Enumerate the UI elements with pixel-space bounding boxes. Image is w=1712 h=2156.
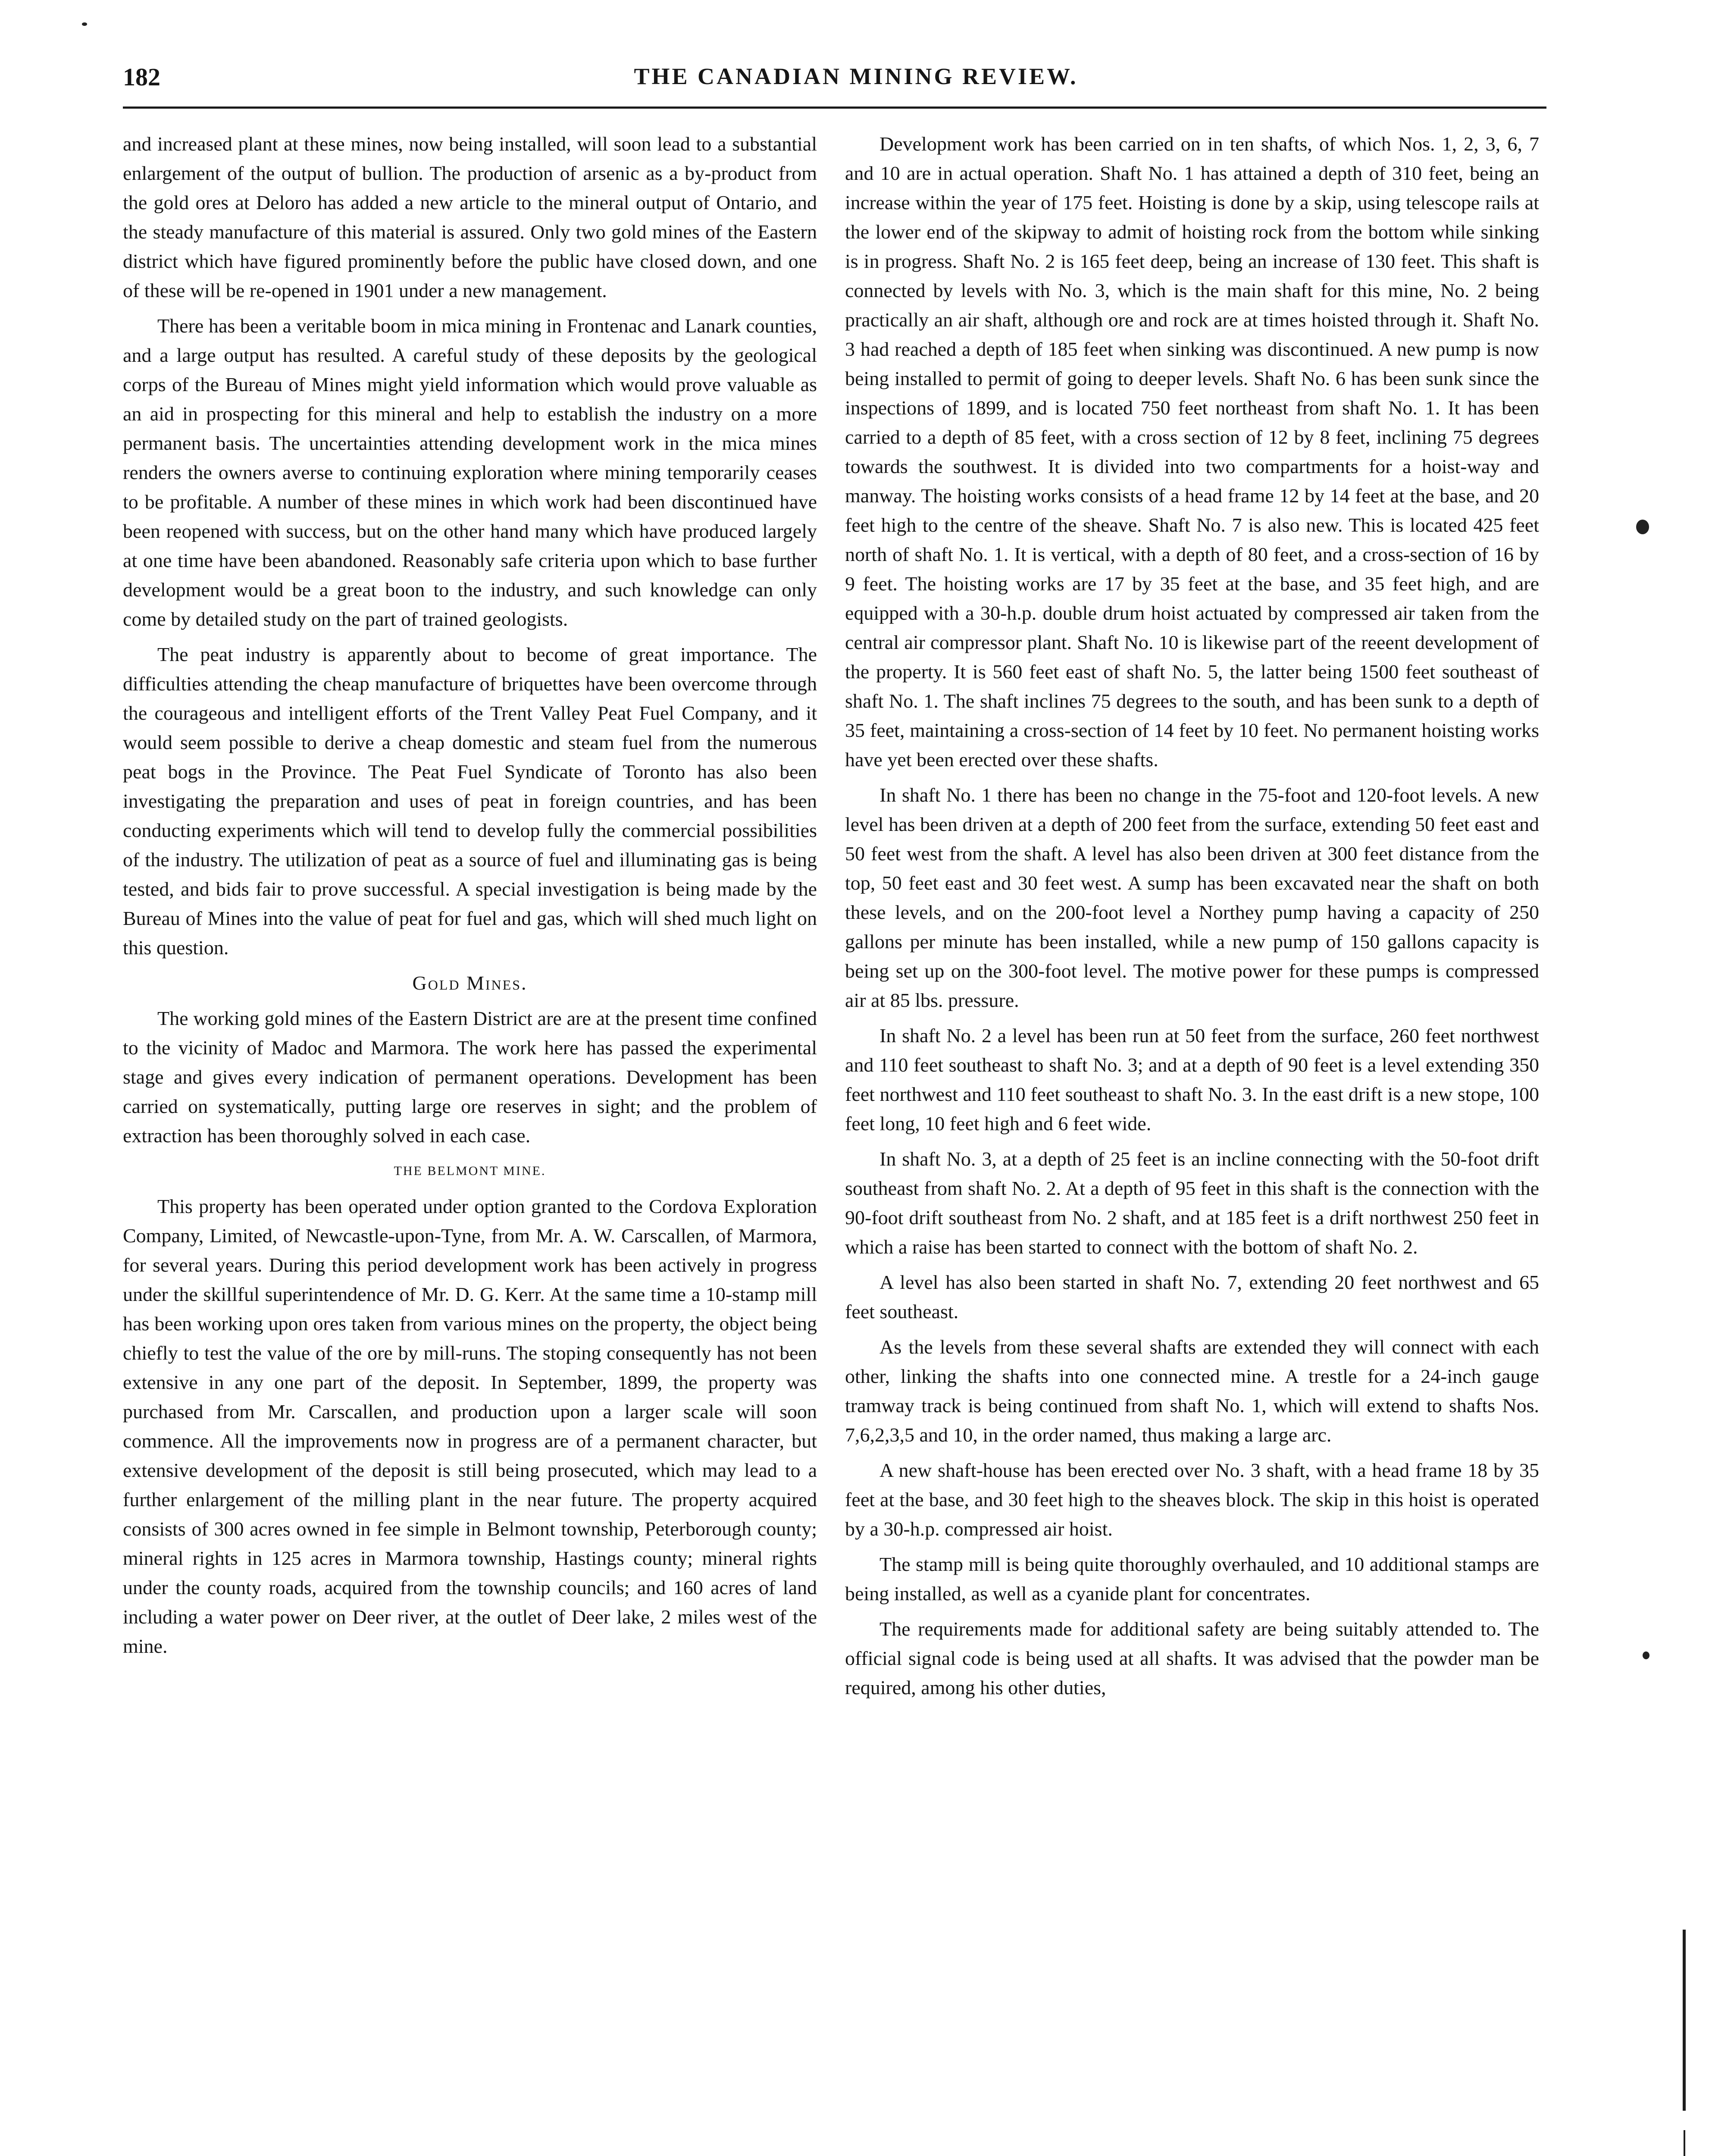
paragraph: The working gold mines of the Eastern District are are at the present time confined to the vicinity of Madoc and Marmora. The work here has passed the experimental stage and gives every indication of permanent operations. Development has been carried on systematically, putting large ore reserves in sight; and the problem of extraction has been thoroughly solved in each case. [123,1007,817,1147]
paragraph: and increased plant at these mines, now being installed, will soon lead to a substantial enlargement of the output of bullion. The production of arsenic as a by-product from the gold ores at Deloro has added a new article to the mineral output of Ontario, and the steady manufacture of this material is assured. Only two gold mines of the Eastern district which have figured prominently before the public have closed down, and one of these will be re-opened in 1901 under a new management. [123,133,817,301]
running-head-title: THE CANADIAN MINING REVIEW. [634,63,1078,89]
paragraph: In shaft No. 1 there has been no change in the 75-foot and 120-foot levels. A new level has been driven at a depth of 200 feet from the surface, extending 50 feet east and 50 feet west from the shaft. A level has also been driven at 300 feet distance from the top, 50 feet east and 30 feet west. A sump has been excavated near the shaft on both these levels, and on the 200-foot level a Northey pump having a capacity of 250 gallons per minute has been installed, while a new pump of 150 gallons capacity is being set up on the 300-foot level. The motive power for these pumps is compressed air at 85 lbs. pressure. [845,784,1539,1011]
section-heading-gold-mines: Gold Mines. [412,972,528,994]
paragraph: The requirements made for additional safety are being suitably attended to. The official signal code is being used at all shafts. It was advised that the powder man be required, among his other duties, [845,1618,1539,1698]
page-number: 182 [123,63,160,91]
paragraph: The stamp mill is being quite thoroughly overhauled, and 10 additional stamps are being installed, as well as a cyanide plant for concentrates. [845,1553,1539,1604]
paragraph: Development work has been carried on in ten shafts, of which Nos. 1, 2, 3, 6, 7 and 10 are in actual operation. Shaft No. 1 has attained a depth of 310 feet, being an increase within the year of 175 feet. Hoisting is done by a skip, using telescope rails at the lower end of the skipway to admit of hoisting rock from the bottom while sinking is in progress. Shaft No. 2 is 165 feet deep, being an increase of 130 feet. This shaft is connected by levels with No. 3, which is the main shaft for this mine, No. 2 being practically an air shaft, although ore and rock are at times hoisted through it. Shaft No. 3 had reached a depth of 185 feet when sinking was discontinued. A new pump is now being installed to permit of going to deeper levels. Shaft No. 6 has been sunk since the inspections of 1899, and is located 750 feet northeast from shaft No. 1. It has been carried to a depth of 85 feet, with a cross section of 12 by 8 feet, inclining 75 degrees towards the southwest. It is divided into two compartments for a hoist-way and manway. The hoisting works consists of a head frame 12 by 14 feet at the base, and 20 feet high to the centre of the sheave. Shaft No. 7 is also new. This is located 425 feet north of shaft No. 1. It is vertical, with a depth of 80 feet, and a cross-section of 16 by 9 feet. The hoisting works are 17 by 35 feet at the base, and 35 feet high, and are equipped with a 30-h.p. double drum hoist actuated by compressed air taken from the central air compressor plant. Shaft No. 10 is likewise part of the reeent development of the property. It is 560 feet east of shaft No. 5, the latter being 1500 feet southeast of shaft No. 1. The shaft inclines 75 degrees to the south, and has been sunk to a depth of 35 feet, maintaining a cross-section of 14 feet by 10 feet. No permanent hoisting works have yet been erected over these shafts. [845,133,1539,771]
scan-speck [1636,520,1649,534]
scan-edge-line [1683,1930,1686,2111]
paragraph: As the levels from these several shafts are extended they will connect with each other, linking the shafts into one connected mine. A trestle for a 24-inch gauge tramway track is being continued from shaft No. 1, which will extend to shafts Nos. 7,6,2,3,5 and 10, in the order named, thus making a large arc. [845,1336,1539,1446]
paragraph: In shaft No. 2 a level has been run at 50 feet from the surface, 260 feet northwest and 110 feet southeast to shaft No. 3; and at a depth of 90 feet is a level extending 350 feet northwest and 110 feet southeast to shaft No. 3. In the east drift is a new stope, 100 feet long, 10 feet high and 6 feet wide. [845,1025,1539,1134]
paragraph: A new shaft-house has been erected over No. 3 shaft, with a head frame 18 by 35 feet at the base, and 30 feet high to the sheaves block. The skip in this hoist is operated by a 30-h.p. compressed air hoist. [845,1459,1539,1540]
paragraph: In shaft No. 3, at a depth of 25 feet is an incline connecting with the 50-foot drift southeast from shaft No. 2. At a depth of 95 feet in this shaft is the connection with the 90-foot drift southeast from No. 2 shaft, and at 185 feet is a drift northwest 250 feet in which a raise has been started to connect with the bottom of shaft No. 2. [845,1148,1539,1258]
paragraph: This property has been operated under option granted to the Cordova Exploration Company, Limited, of Newcastle-upon-Tyne, from Mr. A. W. Carscallen, of Marmora, for several years. During this period development work has been actively in progress under the skillful superintendence of Mr. D. G. Kerr. At the same time a 10-stamp mill has been working upon ores taken from various mines on the property, the object being chiefly to test the value of the ore by mill-runs. The stoping consequently has not been extensive in any one part of the deposit. In September, 1899, the property was purchased from Mr. Carscallen, and production upon a larger scale will soon commence. All the improvements now in progress are of a permanent character, but extensive development of the deposit is still being prosecuted, which may lead to a further enlargement of the milling plant in the near future. The property acquired consists of 300 acres owned in fee simple in Belmont township, Peterborough county; mineral rights in 125 acres in Marmora township, Hastings county; mineral rights under the county roads, acquired from the township councils; and 160 acres of land including a water power on Deer river, at the outlet of Deer lake, 2 miles west of the mine. [123,1195,817,1657]
paragraph: The peat industry is apparently about to become of great importance. The difficulties attending the cheap manufacture of briquettes have been overcome through the courageous and intelligent efforts of the Trent Valley Peat Fuel Company, and it would seem possible to derive a cheap domestic and steam fuel from the numerous peat bogs in the Province. The Peat Fuel Syndicate of Toronto has also been investigating the preparation and uses of peat in foreign countries, and has been conducting experiments which will tend to develop fully the commercial possibilities of the industry. The utilization of peat as a source of fuel and illuminating gas is being tested, and bids fair to prove successful. A special investigation is being made by the Bureau of Mines into the value of peat for fuel and gas, which will shed much light on this question. [123,643,817,959]
scan-speck [82,22,87,26]
header-rule [123,107,1546,109]
paragraph: A level has also been started in shaft No. 7, extending 20 feet northwest and 65 feet southeast. [845,1271,1539,1322]
scan-edge-line [1684,2130,1685,2156]
right-column [845,129,1539,1996]
subheading-belmont-mine: THE BELMONT MINE. [394,1164,546,1178]
paragraph: There has been a veritable boom in mica mining in Frontenac and Lanark counties, and a large output has resulted. A careful study of these deposits by the geological corps of the Bureau of Mines might yield information which would prove valuable as an aid in prospecting for this mineral and help to establish the industry on a more permanent basis. The uncertainties attending development work in the mica mines renders the owners averse to continuing exploration where mining temporarily ceases to be profitable. A number of these mines in which work had been discontinued have been reopened with success, but on the other hand many which have produced largely at one time have been abandoned. Reasonably safe criteria upon which to base further development would be a great boon to the industry, and such knowledge can only come by detailed study on the part of trained geologists. [123,315,817,630]
scan-speck [1643,1651,1649,1659]
left-column [123,129,817,2068]
